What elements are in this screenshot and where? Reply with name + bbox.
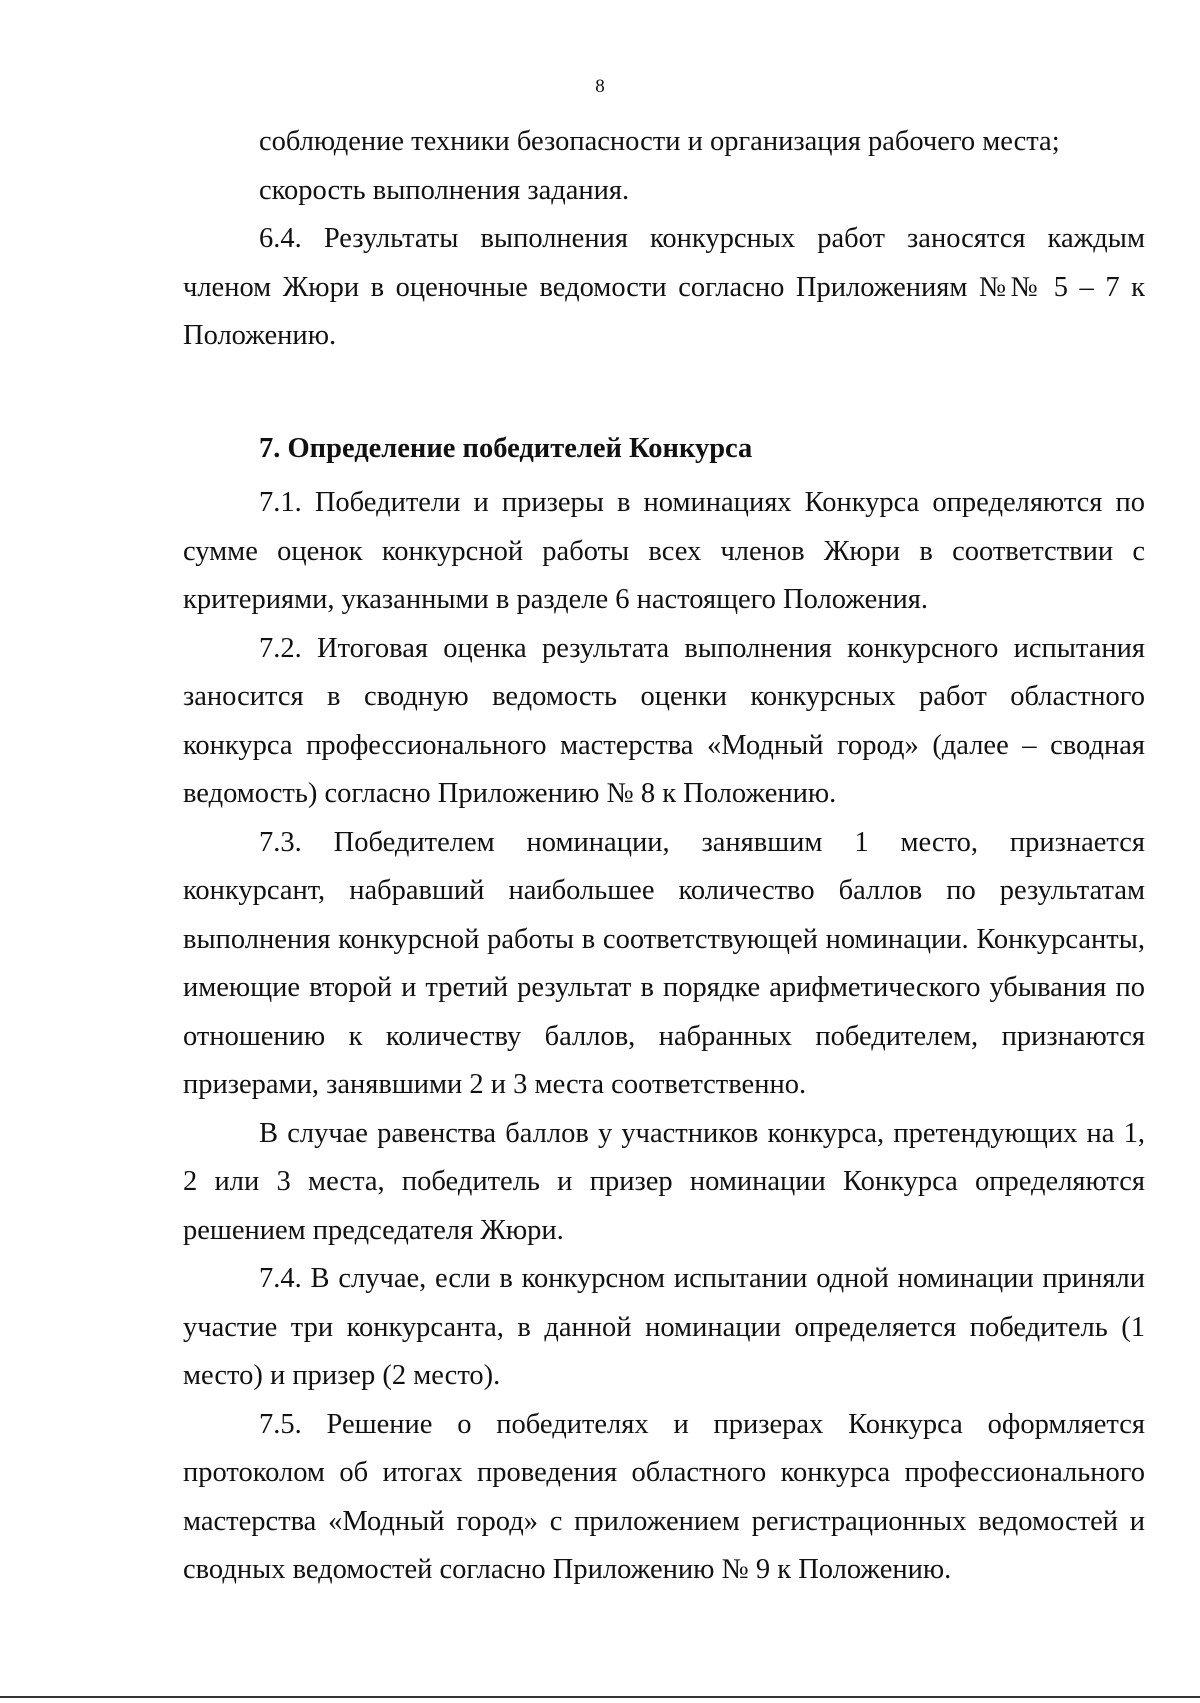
- page-number: 8: [595, 76, 605, 97]
- document-body: [183, 118, 1145, 1595]
- paragraph-7-4: 7.4. В случае, если в конкурсном испытании одной номинации приняли участие три конкурсанта, в данной номинации определяется победитель (1 место) и призер (2 место).: [183, 1263, 1145, 1391]
- paragraph-7-5: 7.5. Решение о победителях и призерах Конкурса оформляется протоколом об итогах проведения областного конкурса профессионального мастерства «Модный город» с приложением регистрационных ведомостей и сводных ведомостей согласно Приложению № 9 к Положению.: [183, 1408, 1145, 1585]
- paragraph-7-3: 7.3. Победителем номинации, занявшим 1 место, признается конкурсант, набравший наибольшее количество баллов по результатам выполнения конкурсной работы в соответствующей номинации. Конкурсанты, имеющие второй и третий результат в порядке арифметического убывания по отношению к количеству баллов, набранных победителем, признаются призерами, занявшими 2 и 3 места соответственно.: [183, 826, 1145, 1100]
- page-bottom-edge: [0, 1696, 1200, 1698]
- paragraph-tie: В случае равенства баллов у участников конкурса, претендующих на 1, 2 или 3 места, победитель и призер номинации Конкурса определяются решением председателя Жюри.: [183, 1117, 1145, 1246]
- paragraph-speed: скорость выполнения задания.: [259, 174, 630, 206]
- paragraph-6-4: 6.4. Результаты выполнения конкурсных работ заносятся каждым членом Жюри в оценочные ведомости согласно Приложениям №№ 5 – 7 к Положению.: [183, 223, 1145, 351]
- paragraph-safety: соблюдение техники безопасности и организация рабочего места;: [259, 126, 1060, 157]
- section-heading: 7. Определение победителей Конкурса: [259, 432, 753, 464]
- paragraph-7-2: 7.2. Итоговая оценка результата выполнения конкурсного испытания заносится в сводную ведомость оценки конкурсных работ областного конкурса профессионального мастерства «Модный город» (далее – сводная ведомость) согласно Приложению № 8 к Положению.: [183, 632, 1145, 809]
- paragraph-7-1: 7.1. Победители и призеры в номинациях Конкурса определяются по сумме оценок конкурсной работы всех членов Жюри в соответствии с критериями, указанными в разделе 6 настоящего Положения.: [183, 487, 1145, 615]
